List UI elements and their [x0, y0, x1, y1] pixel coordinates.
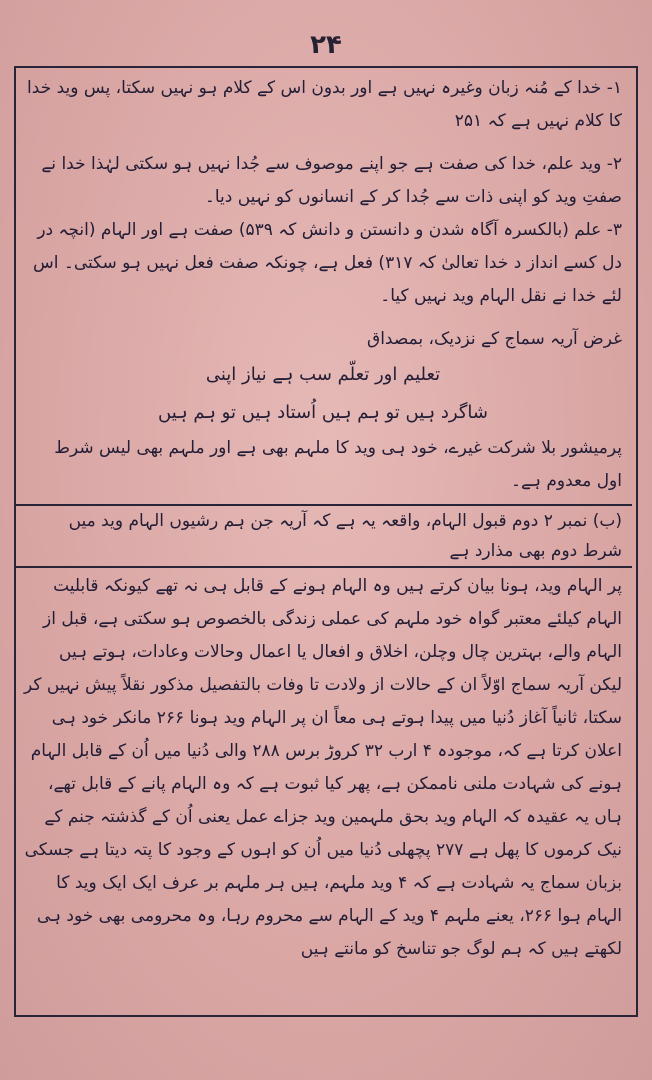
point-2: ۲- وید علم، خدا کی صفت ہے جو اپنے موصوف سے جُدا نہیں ہو سکتی لہٰذا خدا نے صفتِ وید کو اپنی ذات سے جُدا کر کے انسانوں کو نہیں دیا۔: [41, 154, 622, 207]
spacer: [24, 138, 622, 148]
section-heading-b: (ب) نمبر ۲ دوم قبول الہام، واقعہ یہ ہے کہ آریہ جن ہم رشیوں الہام وید میں شرط دوم بھی مذارد ہے: [14, 504, 632, 568]
parameshwar-line: پرمیشور بلا شرکت غیرے، خود ہی وید کا ملہم بھی ہے اور ملہم بھی لیس شرط اول معدوم ہے۔: [54, 438, 622, 491]
page-number: ۲۴: [310, 30, 342, 60]
page-text-block: [24, 72, 622, 966]
paragraph-b: پر الہام وید، ہونا بیان کرتے ہیں وہ الہام ہونے کے قابل ہی نہ تھے کیونکہ قابلیت الہام کیلئے معتبر گواہ خود ملہم کی عملی زندگی بالخصوص ہو سکتی ہے، قبل از الہام والے، بہترین چال وچلن، اخلاق و افعال یا اعمال وحالات وعادات، ہوتے ہیں لیکن آریہ سماج اوّلاً ان کے حالات از ولادت تا وفات بالتفصیل مذکور نقلاً پیش نہیں کر سکتا، ثانیاً آغاز دُنیا میں پیدا ہوتے ہی معاً ان پر الہام وید ہونا ۲۶۶ مانکر خود ہی اعلان کرتا ہے کہ، موجودہ ۴ ارب ۳۲ کروڑ برس ۲۸۸ والی دُنیا میں اُن کے قابل الہام ہونے کی شہادت ملنی ناممکن ہے، پھر کیا ثبوت ہے کہ وہ الہام پانے کے قابل تھے، ہاں یہ عقیدہ کہ الہام وید بحق ملہمین وید جزاے عمل یعنی اُن کے گذشتہ جنم کے نیک کرموں کا پھل ہے ۲۷۷ پچھلی دُنیا میں اُن کو اہوں کے وجود کا پتہ دیتا ہے جسکی بزبان سماج یہ شہادت ہے کہ ۴ وید ملہم، ہیں ہر ملہم بر عرف ایک ایک وید کا الہام ہوا ۲۶۶، یعنے ملہم ۴ وید کے الہام سے محروم رہا، وہ محرومی بھی خود ہی لکھتے ہیں کہ ہم لوگ جو تناسخ کو مانتے ہیں: [24, 576, 622, 959]
spacer: [24, 313, 622, 323]
verse-line-1: تعلیم اور تعلّم سب ہے نیاز اپنی: [205, 364, 441, 385]
conclusion-line: غرض آریہ سماج کے نزدیک، بمصداق: [367, 329, 622, 349]
verse-line-2: شاگرد ہیں تو ہم ہیں اُستاد ہیں تو ہم ہیں: [158, 402, 488, 423]
point-1: ۱- خدا کے مُنہ زبان وغیرہ نہیں ہے اور بدون اس کے کلام ہو نہیں سکتا، پس وید خدا کا کلام نہیں ہے کہ ۲۵۱: [27, 78, 622, 131]
point-3: ۳- علم (بالکسرہ آگاہ شدن و دانستن و دانش کہ ۵۳۹) صفت ہے اور الہام (انچہ در دل کسے انداز د خدا تعالیٰ کہ ۳۱۷) فعل ہے، چونکہ صفت فعل نہیں ہو سکتی۔ اس لئے خدا نے نقل الہام وید نہیں کیا۔: [33, 220, 622, 306]
